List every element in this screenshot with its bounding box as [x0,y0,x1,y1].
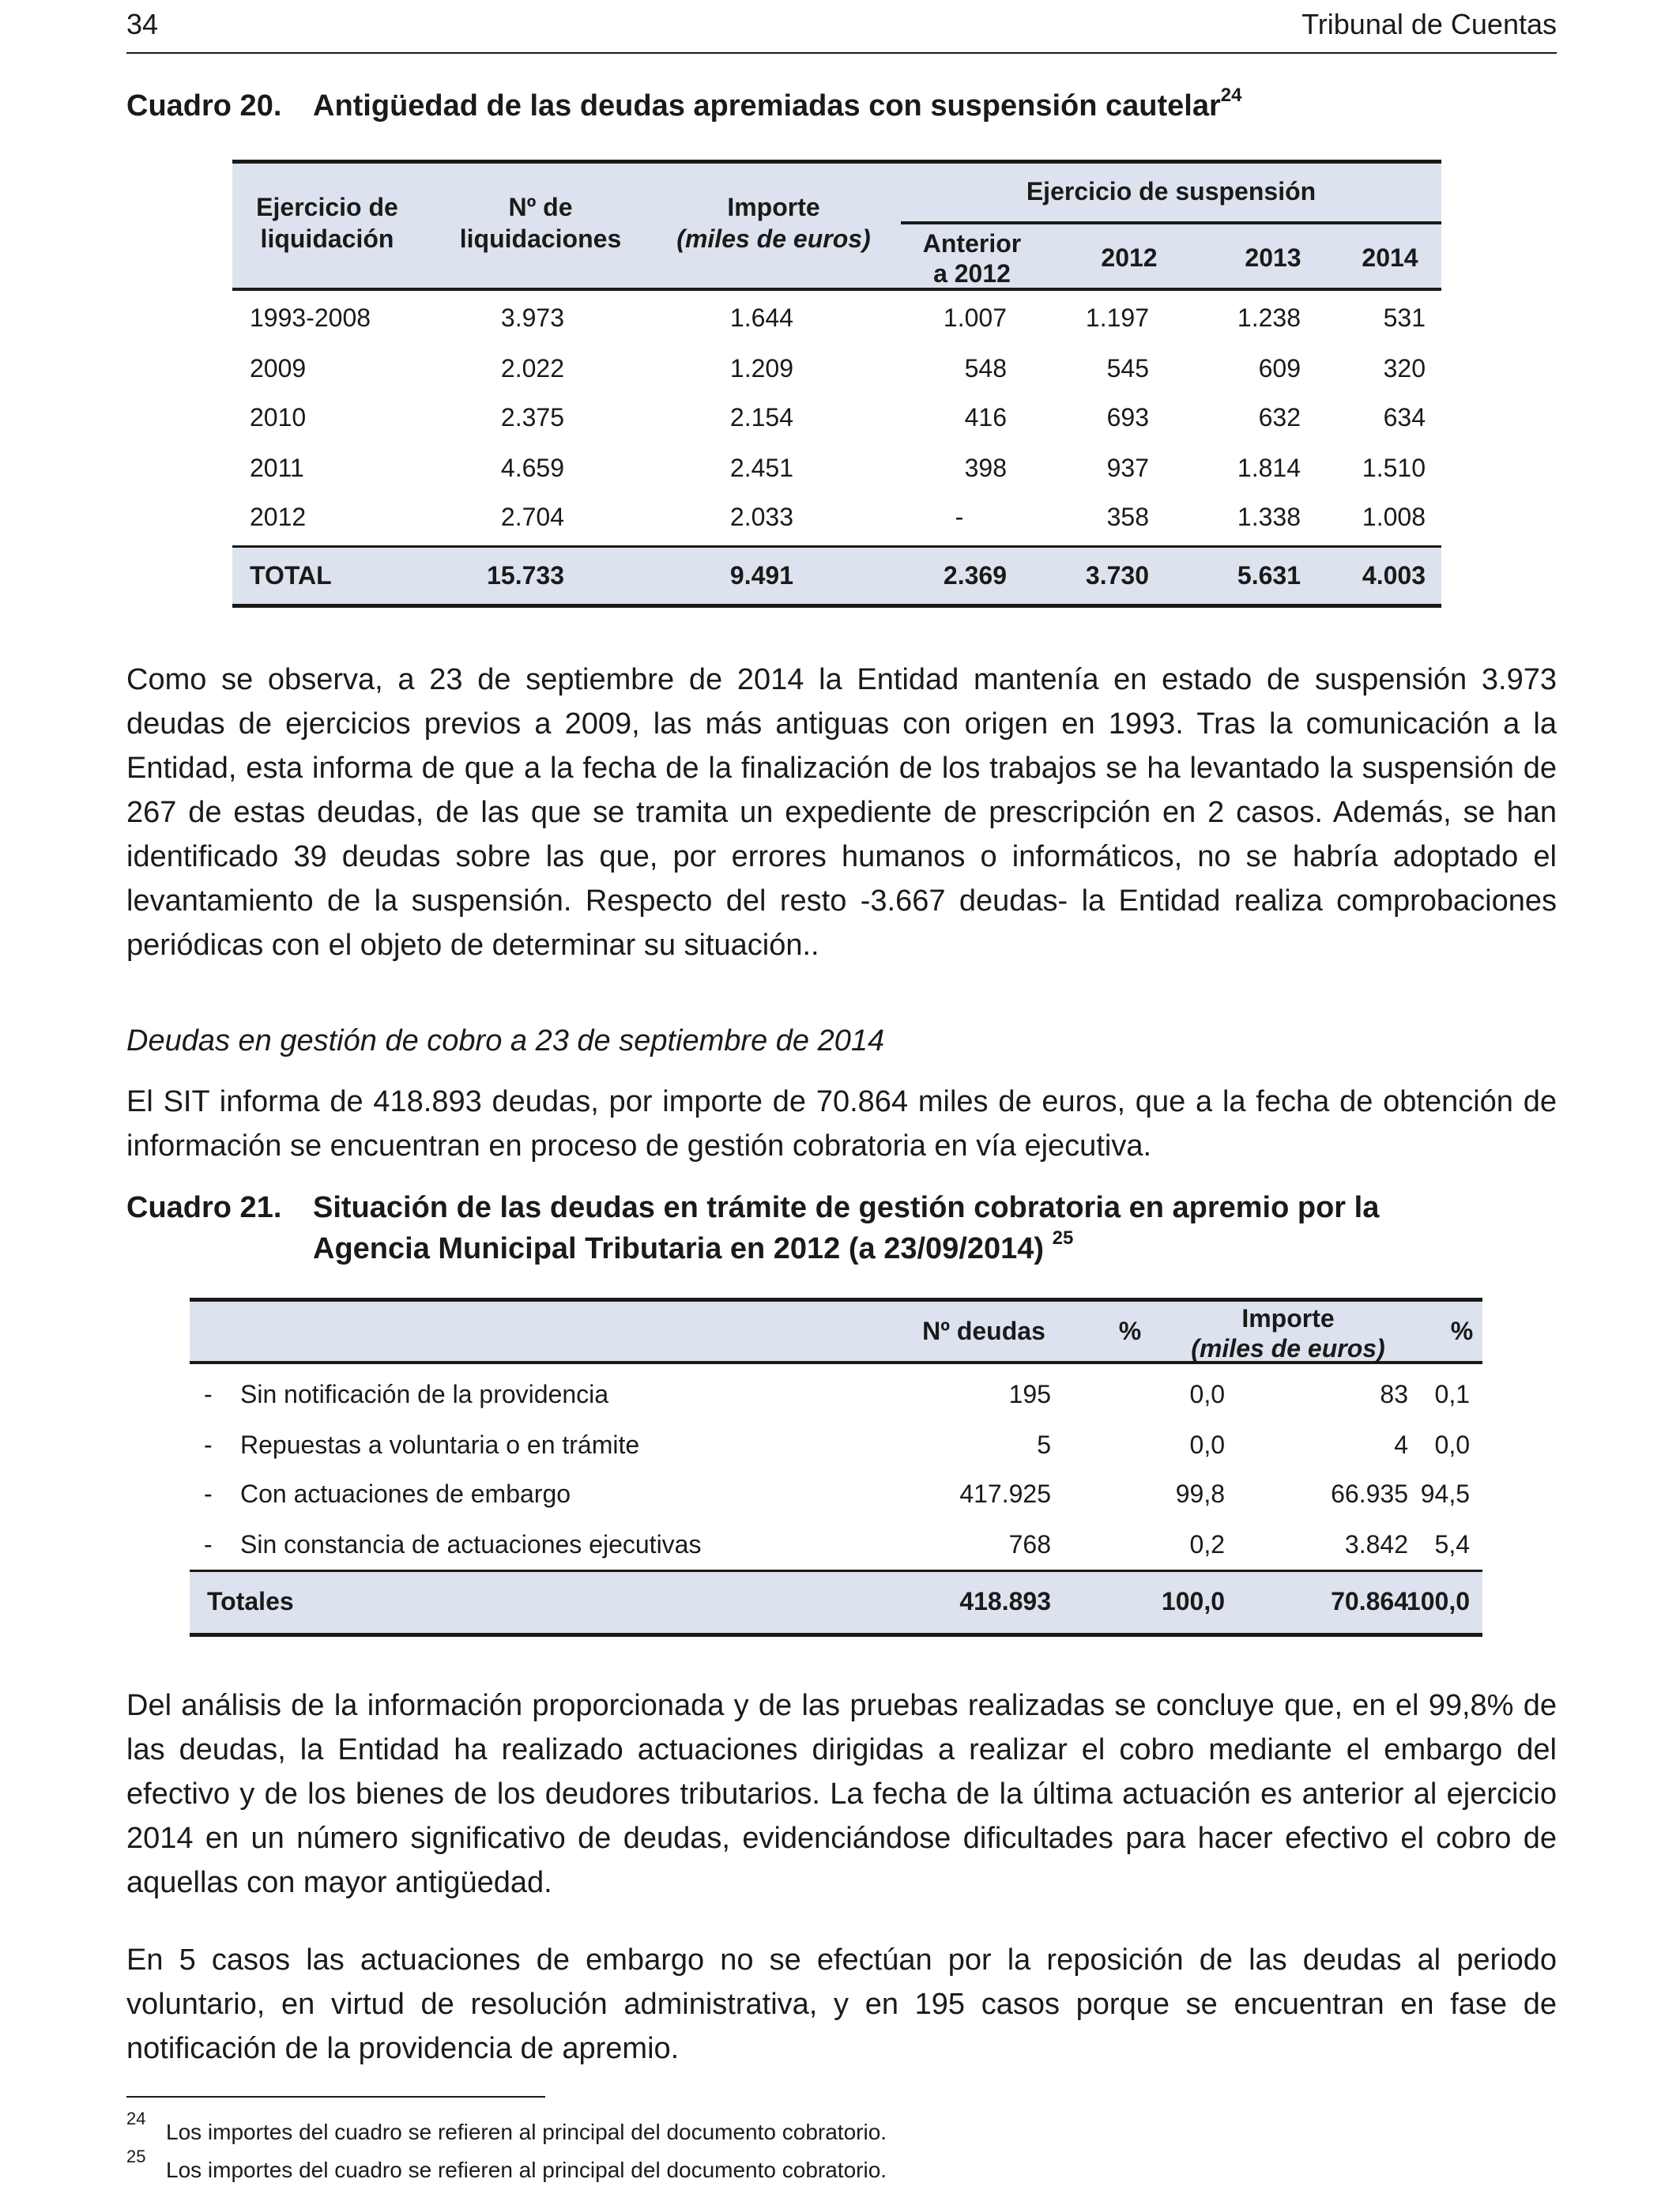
table20-cell: 609 [1258,354,1301,383]
table21-cell: 5,4 [1434,1530,1470,1559]
table20-caption [126,85,1557,130]
table20-suspension-rule [901,221,1441,224]
table20-label: Cuadro 20. [126,89,282,123]
table21-title-line2: Agencia Municipal Tributaria en 2012 (a 23/09/2014) [313,1232,1045,1265]
page-number: 34 [126,8,159,40]
table21-cell: 4 [1394,1431,1408,1459]
subheading: Deudas en gestión de cobro a 23 de septiembre de 2014 [126,1024,885,1057]
paragraph-3: Del análisis de la información proporcionada y de las pruebas realizadas se concluye que, en el 99,8% de las deudas, la Entidad ha realizado actuaciones dirigidas a realizar el cobro mediante el embargo del efectivo y de los bienes de los deudores tributarios. La fecha de la última actuación es anterior al ejercicio 2014 en un número significativo de deudas, evidenciándose dificultades para hacer efectivo el cobro de aquellas con mayor antigüedad. [126,1689,1557,1899]
table20-total-cell: 9.491 [729,561,793,590]
table20-title-wrap [313,85,1241,126]
table20-cell: 1.814 [1237,454,1301,482]
footnote-ref-24[interactable]: 24 [1220,85,1242,106]
table20-cell: 1.238 [1237,303,1301,332]
table20-title: Antigüedad de las deudas apremiadas con suspensión cautelar [313,89,1221,123]
footnote-number: 25 [126,2147,146,2166]
table20-cell: 1.007 [943,303,1007,332]
table20-header-rule [232,288,1441,291]
table20-total-rule [232,545,1441,548]
col-importe-1: Importe [1241,1304,1335,1333]
col-ejercicio-1: Ejercicio de [256,193,398,221]
table20-cell: 2.704 [500,503,564,531]
table21-cell: 5 [1037,1431,1051,1459]
table20-cell: 358 [1106,503,1149,531]
table21-row-bullet: - [204,1431,213,1459]
table21-cell: 0,2 [1189,1530,1225,1559]
col-suspension: Ejercicio de suspensión [1026,177,1317,205]
table20-cell: 632 [1258,403,1301,432]
table21-total-cell: 418.893 [959,1587,1051,1615]
table20-cell: 416 [964,403,1007,432]
table20-total-label: TOTAL [250,561,332,590]
running-head: Tribunal de Cuentas [1301,8,1557,40]
table21-cell: 66.935 [1331,1480,1408,1508]
table21-row-bullet: - [204,1380,213,1408]
table20-cell: 531 [1383,303,1426,332]
table20-cell: 2.033 [729,503,793,531]
table21-cell: 768 [1008,1530,1051,1559]
table20-cell: 634 [1383,403,1426,432]
col-importe-1: Importe [727,193,820,221]
table20-cell: 1.008 [1362,503,1426,531]
table20-cell: 545 [1106,354,1149,383]
table21-total-cell: 70.864 [1331,1587,1408,1615]
table21-caption [126,1187,1557,1272]
col-importe-2: (miles de euros) [676,224,871,253]
table21-total-cell: 100,0 [1406,1587,1470,1615]
table20-cell: 1.644 [729,303,793,332]
table21-cell: 0,0 [1434,1431,1470,1459]
paragraph-4: En 5 casos las actuaciones de embargo no se efectúan por la reposición de las deudas al periodo voluntario, en virtud de resolución administrativa, y en 195 casos porque se encuentran en fase de notificación de la providencia de apremio. [126,1943,1557,2065]
table20-cell: 2.022 [500,354,564,383]
table20-total-cell: 15.733 [487,561,564,590]
table21 [190,1298,1482,1638]
table20-cell: 2012 [250,503,307,531]
table21-cell: 417.925 [959,1480,1051,1508]
col-2014: 2014 [1362,243,1418,272]
col-pct-importe: % [1450,1317,1474,1345]
table20-cell: 320 [1383,354,1426,383]
table20-total-cell: 4.003 [1362,561,1426,590]
table21-row-bullet: - [204,1530,213,1559]
table21-cell: 0,0 [1189,1431,1225,1459]
table20-cell: - [955,503,964,531]
paragraph-1: Como se observa, a 23 de septiembre de 2014 la Entidad mantenía en estado de suspensión 3.973 deudas de ejercicios previos a 2009, las más antiguas con origen en 1993. Tras la comunicación a la Entidad, esta informa de que a la fecha de la finalización de los trabajos se ha levantado la suspensión de 267 de estas deudas, de las que se tramita un expediente de prescripción en 2 casos. Además, se han identificado 39 deudas sobre las que, por errores humanos o informáticos, no se habría adoptado el levantamiento de la suspensión. Respecto del resto -3.667 deudas- la Entidad realiza comprobaciones periódicas con el objeto de determinar su situación.. [126,663,1557,962]
table20-total-cell: 2.369 [943,561,1007,590]
table21-total-cell: 100,0 [1161,1587,1225,1615]
table21-row-label: Repuestas a voluntaria o en trámite [240,1431,640,1459]
col-anterior-1: Anterior [922,229,1022,258]
table21-total-label: Totales [207,1587,294,1615]
table20-cell: 1993-2008 [250,303,371,332]
footnote-text: Los importes del cuadro se refieren al principal del documento cobratorio. [166,2120,887,2144]
table21-cell: 3.842 [1344,1530,1408,1559]
table20-cell: 2.451 [729,454,793,482]
table20-cell: 2011 [250,454,304,482]
footnote-rule [126,2096,545,2098]
col-ejercicio-2: liquidación [260,224,394,253]
table21-row-label: Con actuaciones de embargo [240,1480,571,1508]
footnote-ref-25[interactable]: 25 [1052,1227,1074,1249]
paragraph-2: El SIT informa de 418.893 deudas, por importe de 70.864 miles de euros, que a la fecha de obtención de información se encuentran en proceso de gestión cobratoria en vía ejecutiva. [126,1085,1557,1163]
table21-row-label: Sin notificación de la providencia [240,1380,609,1408]
table20-cell: 3.973 [500,303,564,332]
table21-row-label: Sin constancia de actuaciones ejecutivas [240,1530,702,1559]
table21-cell: 99,8 [1175,1480,1225,1508]
table20-bottom-rule [232,604,1441,608]
table20-cell: 2010 [250,403,307,432]
table20-cell: 937 [1106,454,1149,482]
table20-cell: 1.209 [729,354,793,383]
table20-total-cell: 3.730 [1085,561,1149,590]
table21-cell: 83 [1380,1380,1408,1408]
footnote-number: 24 [126,2109,146,2128]
table21-title-line1: Situación de las deudas en trámite de gestión cobratoria en apremio por la [313,1191,1380,1224]
table21-title-line2-wrap [313,1228,1073,1269]
table20-top-rule [232,160,1441,164]
table20-cell: 4.659 [500,454,564,482]
col-num-1: Nº de [508,193,573,221]
col-anterior-2: a 2012 [933,259,1011,288]
page-header [126,8,1557,54]
table21-cell: 0,0 [1189,1380,1225,1408]
table20-cell: 1.197 [1085,303,1149,332]
table20-cell: 548 [964,354,1007,383]
table21-top-rule [190,1298,1482,1302]
col-2013: 2013 [1245,243,1301,272]
table20 [232,160,1441,607]
table20-cell: 1.338 [1237,503,1301,531]
table21-cell: 0,1 [1434,1380,1470,1408]
col-2012: 2012 [1101,243,1158,272]
col-num-2: liquidaciones [459,224,622,253]
footnote-25 [126,2147,1233,2181]
table20-cell: 1.510 [1362,454,1426,482]
table20-cell: 2.154 [729,403,793,432]
footnote-24 [126,2109,1233,2143]
col-pct-deudas: % [1118,1317,1142,1345]
footnote-text: Los importes del cuadro se refieren al principal del documento cobratorio. [166,2158,887,2182]
table20-cell: 398 [964,454,1007,482]
table21-row-bullet: - [204,1480,213,1508]
table20-cell: 2009 [250,354,307,383]
table21-cell: 195 [1008,1380,1051,1408]
table20-total-cell: 5.631 [1237,561,1301,590]
col-num-deudas: Nº deudas [922,1317,1045,1345]
table21-cell: 94,5 [1420,1480,1470,1508]
table21-bottom-rule [190,1633,1482,1637]
col-importe-2: (miles de euros) [1191,1334,1385,1363]
table21-label: Cuadro 21. [126,1191,282,1224]
table20-cell: 2.375 [500,403,564,432]
table20-cell: 693 [1106,403,1149,432]
table21-total-rule [190,1570,1482,1572]
